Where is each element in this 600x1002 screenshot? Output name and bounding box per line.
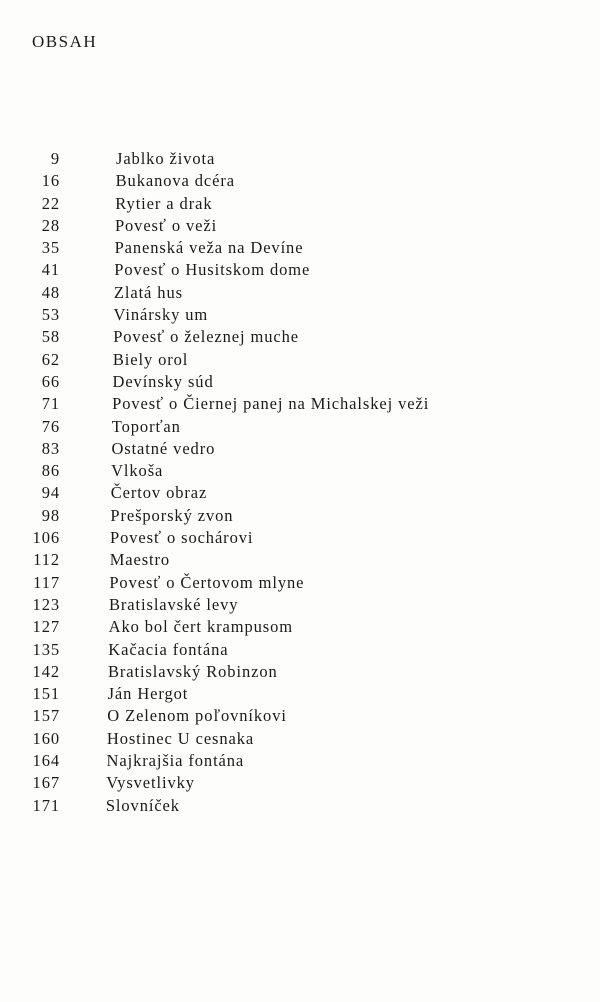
toc-entry	[0, 639, 600, 661]
toc-entry	[0, 482, 600, 504]
toc-entry	[0, 705, 600, 727]
toc-entry-title: Maestro	[109, 550, 171, 570]
toc-page-number: 35	[41, 238, 60, 258]
toc-entry	[0, 371, 600, 393]
toc-entry	[0, 237, 600, 259]
toc-page-number: 127	[32, 617, 60, 637]
toc-entry-title: Toporťan	[111, 416, 181, 436]
toc-entry	[0, 594, 600, 616]
toc-entry	[0, 215, 600, 237]
toc-entry	[0, 148, 600, 170]
toc-entry-title: Jablko života	[116, 149, 216, 168]
toc-page-number: 28	[41, 215, 60, 235]
toc-entry-title: O Zelenom poľovníkovi	[107, 706, 287, 726]
toc-page-number: 53	[41, 305, 60, 325]
toc-entry	[0, 572, 600, 594]
toc-entry-title: Povesť o veži	[114, 215, 218, 235]
toc-entry-title: Povesť o Husitskom dome	[114, 260, 311, 280]
toc-page-number: 142	[32, 661, 60, 681]
toc-entry	[0, 304, 600, 326]
toc-entry-title: Bratislavské levy	[109, 594, 239, 614]
toc-entry-title: Zlatá hus	[113, 282, 183, 302]
toc-page-number: 151	[32, 684, 60, 704]
toc-entry-title: Povesť o Čiernej panej na Michalskej veži	[112, 394, 430, 414]
toc-page-number: 171	[32, 795, 60, 815]
toc-page-number: 94	[41, 483, 60, 503]
toc-entry-title: Ostatné vedro	[111, 438, 216, 458]
toc-page-number: 123	[32, 594, 60, 614]
toc-entry	[0, 795, 600, 817]
toc-page-number: 76	[41, 416, 60, 436]
toc-entry	[0, 193, 600, 215]
toc-entry-title: Hostinec U cesnaka	[106, 728, 255, 748]
toc-entry	[0, 438, 600, 460]
toc-entry-title: Kačacia fontána	[108, 639, 229, 659]
toc-entry-title: Vinársky um	[113, 305, 209, 325]
table-of-contents	[0, 148, 600, 817]
toc-entry	[0, 772, 600, 794]
toc-entry	[0, 282, 600, 304]
toc-page-number: 117	[33, 572, 60, 592]
toc-entry-title: Vysvetlivky	[106, 773, 195, 793]
toc-entry-title: Devínsky súd	[112, 371, 214, 391]
toc-page-number: 112	[33, 550, 60, 570]
toc-entry-title: Vlkoša	[111, 461, 164, 481]
toc-entry-title: Bukanova dcéra	[115, 171, 235, 191]
toc-entry-title: Čertov obraz	[110, 483, 208, 503]
toc-entry	[0, 416, 600, 438]
toc-entry	[0, 750, 600, 772]
toc-entry	[0, 527, 600, 549]
toc-page-number: 157	[32, 706, 60, 726]
toc-entry-title: Povesť o Čertovom mlyne	[109, 572, 305, 592]
toc-entry-title: Biely orol	[112, 349, 189, 369]
toc-page-number: 160	[32, 728, 60, 748]
page-title: OBSAH	[32, 32, 98, 51]
toc-page-number: 62	[41, 349, 60, 369]
toc-entry	[0, 661, 600, 683]
toc-page-number: 86	[41, 461, 60, 481]
toc-page-number: 41	[41, 260, 60, 280]
toc-entry-title: Povesť o železnej muche	[113, 327, 300, 347]
toc-page-number: 22	[41, 193, 60, 213]
toc-page-number: 167	[32, 773, 60, 793]
toc-page-number: 83	[41, 438, 60, 458]
toc-page-number: 48	[41, 282, 60, 302]
toc-entry	[0, 393, 600, 415]
toc-entry	[0, 349, 600, 371]
toc-page-number: 9	[50, 149, 60, 168]
toc-page-number: 66	[41, 371, 60, 391]
toc-page-number: 106	[32, 528, 60, 548]
toc-page-number: 71	[41, 394, 60, 414]
toc-entry	[0, 326, 600, 348]
toc-entry	[0, 259, 600, 281]
toc-page-number: 98	[41, 505, 60, 525]
toc-entry	[0, 728, 600, 750]
toc-page-number: 58	[41, 327, 60, 347]
toc-entry	[0, 460, 600, 482]
toc-entry-title: Povesť o sochárovi	[110, 528, 254, 548]
toc-page-number: 16	[41, 171, 60, 191]
toc-entry-title: Slovníček	[105, 795, 180, 815]
toc-page-number: 135	[32, 639, 60, 659]
toc-entry-title: Najkrajšia fontána	[106, 751, 245, 771]
toc-entry	[0, 683, 600, 705]
toc-page-number: 164	[32, 751, 60, 771]
toc-entry	[0, 549, 600, 571]
toc-entry-title: Prešporský zvon	[110, 505, 234, 525]
toc-entry-title: Ako bol čert krampusom	[108, 617, 293, 637]
toc-entry	[0, 616, 600, 638]
toc-entry	[0, 505, 600, 527]
toc-entry-title: Ján Hergot	[107, 684, 189, 704]
toc-entry-title: Bratislavský Robinzon	[107, 661, 278, 681]
toc-entry	[0, 170, 600, 192]
toc-entry-title: Panenská veža na Devíne	[114, 238, 304, 258]
toc-entry-title: Rytier a drak	[115, 193, 213, 213]
